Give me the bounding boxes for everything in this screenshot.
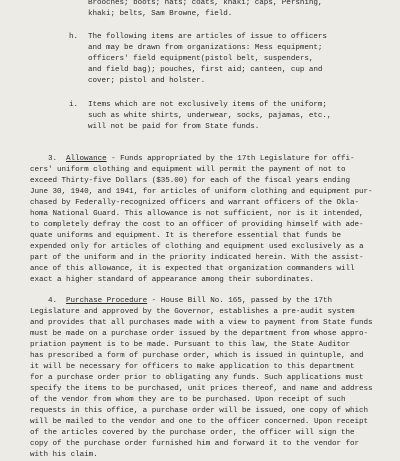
text-line: The following items are articles of issue to officers [88,33,327,41]
text-line: it will be necessary for officers to make application to this department [30,363,355,371]
text-line: and field bag); pouches, first aid; canteen, cup and [88,66,323,74]
text-line: cers' uniform clothing and equipment will permit the payment of not to [30,166,346,174]
text-fragment: - House Bill No. 165, passed by the 17th [147,297,332,305]
text-line: copy of the purchase order furnished him and forward it to the vendor for [30,440,360,448]
section-number: 3. [48,155,58,163]
text-fragment: - Funds appropriated by the 17th Legislature for offi- [106,155,355,163]
text-line: exact a higher standard of appearance among their subordinates. [30,276,314,284]
section-3-first-line [48,154,355,165]
text-line: for a purchase order prior to obligating any funds. Such applications must [30,374,364,382]
section-number: 4. [48,297,58,305]
text-line: will not be paid for from State funds. [88,123,260,131]
text-line: must be made on a purchase order issued by the department from whose appro- [30,330,369,338]
section-heading: Purchase Procedure [66,297,148,305]
item-marker-i: i. [69,101,79,109]
section-4-first-line [48,296,332,307]
text-line: chased by Federally-recognized officers and warrant officers of the Okla- [30,199,360,207]
text-line: Legislature and approved by the Governor, establishes a pre-audit system [30,308,355,316]
text-line: has prescribed a form of purchase order, which is issued in quintuple, and [30,352,364,360]
text-line: priation payment is to be made. Pursuant to this law, the State Auditor [30,341,350,349]
text-line: June 30, 1940, and 1941, for articles of uniform clothing and equipment pur- [30,188,373,196]
text-line: ance of this allowance, it is expected that organization commanders will [30,265,355,273]
item-marker-h: h. [69,33,79,41]
text-line: Items which are not exclusively items of the uniform; [88,101,327,109]
text-line: of the vendor from whom they are to be purchased. Upon receipt of such [30,396,346,404]
text-line: of the articles covered by the purchase order, the officer will sign the [30,429,355,437]
text-line: will be mailed to the vendor and one to the officer concerned. Upon receipt [30,418,369,426]
text-line: with his claim. [30,451,98,459]
text-line: quate uniforms and equipment. It is therefore essential that funds be [30,232,341,240]
text-line: officers' field equipment(pistol belt, suspenders, [88,55,314,63]
text-line: specify the items to be purchased, unit prices thereof, and name and address [30,385,373,393]
text-line: exceed Thirty-five Dollars ($35.00) for each of the fiscal years ending [30,177,350,185]
text-line: and provides that all purchases made with a view to payment from State funds [30,319,373,327]
text-line: part of the uniform and in the priority indicated herein. With the assist- [30,254,364,262]
text-line: cover; pistol and holster. [88,77,206,85]
text-line: such as white shirts, underwear, socks, pajamas, etc., [88,112,332,120]
text-line: Brooches; boots; hats; coats, khaki; caps, Pershing, [88,0,323,7]
text-line: homa National Guard. This allowance is not sufficient, nor is it intended, [30,210,364,218]
text-line: requests in this office, a purchase order will be issued, one copy of which [30,407,369,415]
text-line: expended only for articles of clothing and equipment used exclusively as a [30,243,364,251]
section-heading: Allowance [66,155,107,163]
text-line: khaki; belts, Sam Browne, field. [88,10,233,18]
text-line: to completely defray the cost to an officer of providing himself with ade- [30,221,364,229]
text-line: and may be drawn from organizations: Mess equipment; [88,44,323,52]
